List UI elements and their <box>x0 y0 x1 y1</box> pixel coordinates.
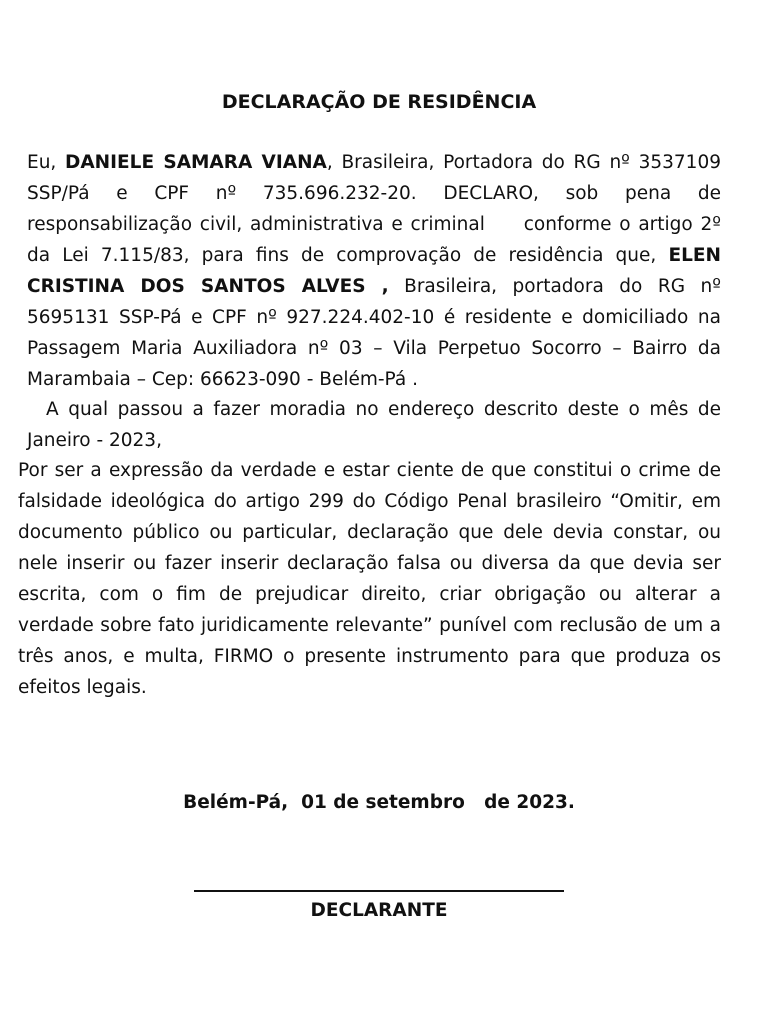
residence-start-text: A qual passou a fazer moradia no endereço descrito deste o mês de Janeiro - 2023, <box>27 399 721 451</box>
declarant-name: DANIELE SAMARA VIANA <box>65 152 327 173</box>
document-title: DECLARAÇÃO DE RESIDÊNCIA <box>221 91 537 113</box>
declaration-text-part1: , Brasileira, Portadora do RG nº 3537109 SSP/Pá e CPF nº 735.696.232-20. DECLARO, sob pena de responsabilização civil, administrativa e criminal <box>27 152 721 235</box>
signature-label: DECLARANTE <box>310 900 448 921</box>
residence-start-paragraph <box>27 394 721 456</box>
legal-statement-paragraph: Por ser a expressão da verdade e estar ciente de que constitui o crime de falsidade ideológica do artigo 299 do Código Penal brasileiro “Omitir, em documento público ou particular, declaração que dele devia constar, ou nele inserir ou fazer inserir declaração falsa ou diversa da que devia ser escrita, com o fim de prejudicar direito, criar obrigação ou alterar a verdade sobre fato juridicamente relevante” punível com reclusão de um a três anos, e multa, FIRMO o presente instrumento para que produza os efeitos legais. <box>18 460 721 698</box>
signature-line <box>194 890 564 892</box>
declaration-paragraph <box>27 147 721 395</box>
text-gap <box>485 214 524 235</box>
intro-text: Eu, <box>27 152 65 173</box>
declaration-text-part2: conforme o artigo 2º da Lei 7.115/83, para fins de comprovação de residência que, <box>27 214 722 266</box>
resident-name: ELEN CRISTINA DOS SANTOS ALVES , <box>27 245 721 297</box>
place-date-line: Belém-Pá, 01 de setembro de 2023. <box>183 792 575 813</box>
declaration-text-part3: Brasileira, portadora do RG nº 5695131 SSP-Pá e CPF nº 927.224.402-10 é residente e domiciliado na Passagem Maria Auxiliadora nº 03 – Vila Perpetuo Socorro – Bairro da Marambaia – Cep: 66623-090 - Belém-Pá . <box>27 276 721 390</box>
